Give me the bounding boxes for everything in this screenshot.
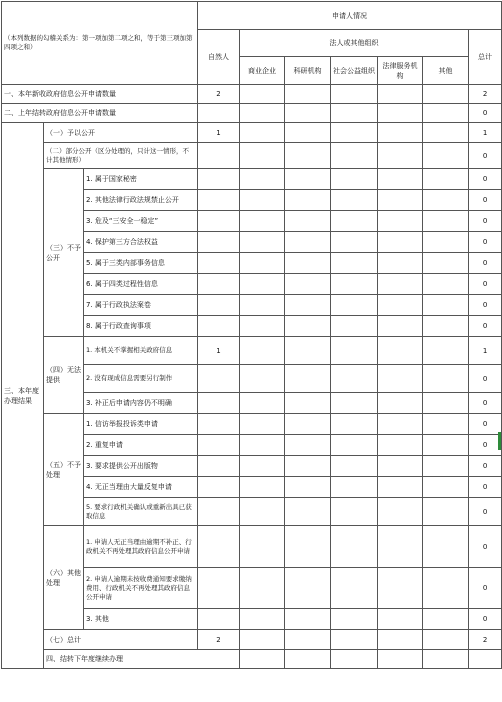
natural-cell: 1 (198, 123, 240, 143)
row-label: 二、上年结转政府信息公开申请数量 (2, 104, 198, 123)
total-cell: 0 (469, 477, 502, 498)
row-label: 4. 保护第三方合法权益 (84, 232, 198, 253)
natural-cell: 2 (198, 85, 240, 104)
table-row (2, 143, 502, 169)
row-label: （七）总计 (44, 630, 198, 650)
total-cell: 0 (469, 393, 502, 414)
total-cell: 0 (469, 211, 502, 232)
total-cell: 1 (469, 337, 502, 365)
row-label: 5. 属于三类内部事务信息 (84, 253, 198, 274)
total-cell: 0 (469, 295, 502, 316)
row-label: 3. 危及“三安全一稳定” (84, 211, 198, 232)
total-cell: 0 (469, 169, 502, 190)
row-label: 四、结转下年度继续办理 (44, 650, 240, 669)
total-cell: 0 (469, 190, 502, 211)
total-cell: 0 (469, 435, 502, 456)
total-cell: 0 (469, 253, 502, 274)
table-row (2, 104, 502, 123)
total-cell: 0 (469, 365, 502, 393)
row-label: 3. 补正后申请内容仍不明确 (84, 393, 198, 414)
table-row (2, 337, 502, 365)
row-label: 1. 信访举报投诉类申请 (84, 414, 198, 435)
total-cell: 2 (469, 85, 502, 104)
table-row (2, 414, 502, 435)
row-label: 1. 本机关不掌握相关政府信息 (84, 337, 198, 365)
row-label: 2. 重复申请 (84, 435, 198, 456)
row-label: 2. 其他法律行政法规禁止公开 (84, 190, 198, 211)
total-cell: 0 (469, 316, 502, 337)
row-label: 3. 其他 (84, 609, 198, 630)
total-cell: 0 (469, 526, 502, 568)
row-label: 1. 申请人无正当理由逾期不补正、行政机关不再处理其政府信息公开申请 (84, 526, 198, 568)
disclosure-table (1, 1, 502, 669)
natural-person-header: 自然人 (198, 30, 240, 85)
row-label: 5. 要求行政机关确认或重新出具已获取信息 (84, 498, 198, 526)
commercial-header: 商业企业 (240, 57, 285, 85)
row-label: 8. 属于行政查询事项 (84, 316, 198, 337)
table-row (2, 169, 502, 190)
total-cell: 2 (469, 630, 502, 650)
total-header: 总计 (469, 30, 502, 85)
section-three-label: 三、本年度办理结果 (2, 123, 44, 669)
table-row (2, 630, 502, 650)
subgroup-label: （六）其他处理 (44, 526, 84, 630)
natural-cell: 2 (198, 630, 240, 650)
other-header: 其他 (423, 57, 469, 85)
total-cell: 0 (469, 104, 502, 123)
green-marker (498, 432, 501, 450)
natural-cell: 1 (198, 337, 240, 365)
legal-service-header: 法律服务机构 (378, 57, 423, 85)
row-label: 7. 属于行政执法案卷 (84, 295, 198, 316)
row-label: （一）予以公开 (44, 123, 198, 143)
legal-person-header: 法人或其他组织 (240, 30, 469, 57)
total-cell: 0 (469, 232, 502, 253)
total-cell: 0 (469, 143, 502, 169)
total-cell: 0 (469, 456, 502, 477)
social-welfare-header: 社会公益组织 (331, 57, 378, 85)
row-label: 6. 属于四类过程性信息 (84, 274, 198, 295)
header-note: （本列数据的勾稽关系为：第一项加第二项之和，等于第三项加第四项之和） (2, 2, 198, 85)
row-label: 2. 申请人逾期未按收费通知要求缴纳费用、行政机关不再处理其政府信息公开申请 (84, 568, 198, 609)
total-cell: 0 (469, 609, 502, 630)
applicant-status-header: 申请人情况 (198, 2, 502, 30)
row-label: 3. 要求提供公开出版物 (84, 456, 198, 477)
row-label: （二）部分公开（区分处理的，只计这一情形，不计其他情形） (44, 143, 198, 169)
table-row (2, 526, 502, 568)
row-label: 4. 无正当理由大量反复申请 (84, 477, 198, 498)
subgroup-label: （三）不予公开 (44, 169, 84, 337)
row-label: 2. 没有现成信息需要另行制作 (84, 365, 198, 393)
row-label: 一、本年新收政府信息公开申请数量 (2, 85, 198, 104)
total-cell: 1 (469, 123, 502, 143)
total-cell: 0 (469, 498, 502, 526)
subgroup-label: （四）无法提供 (44, 337, 84, 414)
row-label: 1. 属于国家秘密 (84, 169, 198, 190)
total-cell: 0 (469, 568, 502, 609)
subgroup-label: （五）不予处理 (44, 414, 84, 526)
total-cell: 0 (469, 414, 502, 435)
research-header: 科研机构 (285, 57, 331, 85)
table-row (2, 85, 502, 104)
total-cell: 0 (469, 274, 502, 295)
table-row (2, 123, 502, 143)
table-row (2, 650, 502, 669)
